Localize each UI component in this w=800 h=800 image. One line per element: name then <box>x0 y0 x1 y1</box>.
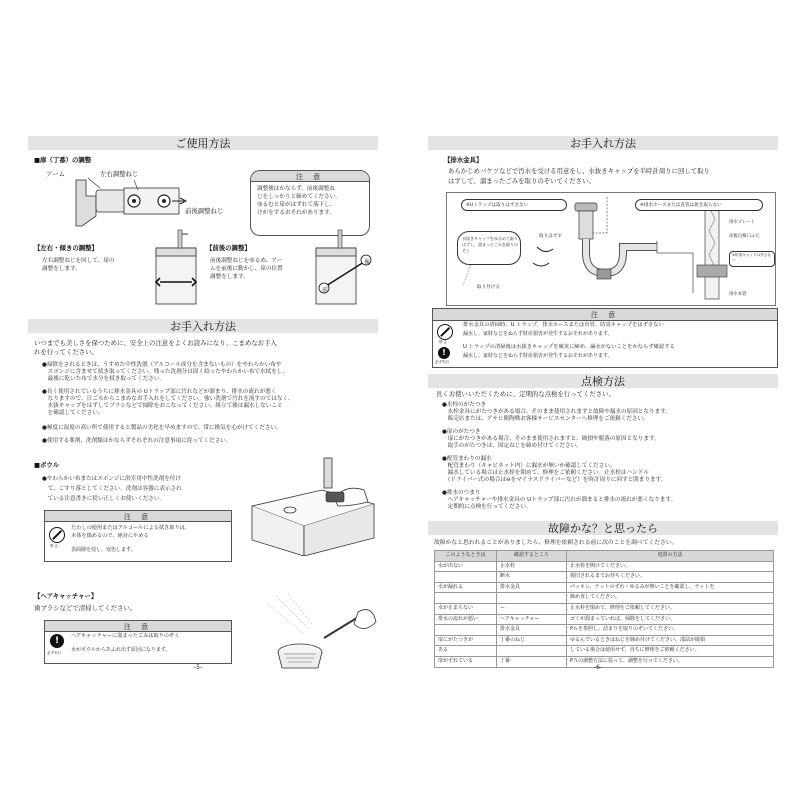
mandatory-label: 必ず実行 <box>435 360 449 364</box>
page-number: -6- <box>594 664 603 671</box>
section-header-care <box>428 136 778 150</box>
caution-line: 水がボウルからあふれ出す原因になります。 <box>71 647 171 653</box>
bullet-line: スポンジに含ませて拭き取ってください。残った洗剤分は固く絞ったやわらかい布で水拭をし、 <box>42 369 288 375</box>
table-row: 水が出ない 止水栓 止水栓を開けてください。 <box>435 561 774 572</box>
mandatory-icon: ! <box>438 347 450 359</box>
lr-adjust-line: 左右調整ねじを回して、扉の <box>42 258 115 264</box>
bullet-line: ●使用する薬剤、洗剤類はかならずそれぞれの注意事項に従ってください。 <box>42 438 232 444</box>
inspect-line: ●配管まわりの漏水 <box>442 456 492 462</box>
caution-title: 注 意 <box>590 311 620 319</box>
prohibited-label: 禁 止 <box>439 340 448 344</box>
intro-line: れを行ってください。 <box>34 348 98 356</box>
caution-title: 注 意 <box>123 513 153 521</box>
bullet-line: 水抜キャップをはずしてブラシなどで掃除をおこなってください。組立て後は漏水しないこと <box>42 403 283 409</box>
inspect-line: ●扉のがたつき <box>442 429 481 435</box>
bowl-line: ている注意書きに従い正しくお使いください。 <box>42 496 166 502</box>
table-row: 扉がずれている 丁番 P５の調整方法に従って、調整を行ってください。 <box>435 656 774 667</box>
bullet-line: ●掃除をされるときは、うすめた中性洗剤（アルコール成分を含まないもの）をやわらかい布や <box>42 362 282 368</box>
section-header-usage <box>28 136 378 150</box>
table-row: ある している場合は使用せず、直ちに修理をご依頼ください。 <box>435 646 774 657</box>
bullet-line: ●長く使用されているうちに排水金具の Uトラップ部に汚れなどが溜まり、排水の流れが悪く <box>42 389 277 395</box>
troubleshoot-table <box>434 550 774 668</box>
cabinet-fb-illustration <box>306 226 378 306</box>
callout-utrap: ※Uトラップは取りはずさない <box>461 199 567 211</box>
inspect-line: 販売店または、アサヒ衛陶株お客様サービスセンターへ修理をご依頼ください。 <box>442 416 649 422</box>
fb-adjust-line: ムを前後に動かし、扉の位置 <box>210 266 283 272</box>
label-floor-cover: 床板点検口ふた <box>729 234 760 239</box>
bullet-line: ●極度に湿度の高い所で使用すると製品の劣化を早めますので、常に換気を心がけてください。 <box>42 425 282 431</box>
section-header-inspection <box>428 374 778 388</box>
mandatory-label: 必ず実行 <box>47 651 61 655</box>
section-header-troubleshoot <box>428 521 778 535</box>
bowl-line: て、こすり落としてください。洗剤は容器に表示され <box>42 486 182 492</box>
caution-box-bowl <box>44 510 232 562</box>
prohibited-icon <box>437 324 453 340</box>
section-title: お手入れ方法 <box>170 320 236 333</box>
caution-line: ヘアキャッチャーに溜まったごみは取りのぞく <box>71 633 180 639</box>
inspect-line: 配管まわり（キャビネット内）に漏水が無いか確認してください。 <box>442 463 616 469</box>
page-number: -5- <box>194 664 203 671</box>
bowl-heading: ■ボウル <box>34 461 60 469</box>
inspect-intro: 長くお使いいただくために、定期的な点検を行ってください。 <box>436 390 615 398</box>
caution-box-drain <box>432 308 778 368</box>
label-drain-pipe: 排水本管 <box>729 292 747 297</box>
hair-catcher-text: 歯ブラシなどで清掃してください。 <box>34 604 137 612</box>
caution-line: 排水金具の清掃時、U トラップ、排水ホースまたは直管、防臭キャップをはずさない <box>463 322 664 328</box>
caution-line: 漏水し、家財などをぬらす財産損害が発生するおそれがあります。 <box>463 353 613 359</box>
caution-title: 注 意 <box>123 623 153 631</box>
right-page <box>428 136 778 676</box>
left-page <box>28 136 378 676</box>
table-header-row <box>435 551 774 562</box>
table-row: 排水の流れが悪い ヘアキャッチャー ゴミが溜まっていれば、掃除をしてください。 <box>435 614 774 625</box>
section-title: 故障かな？と思ったら <box>548 522 658 535</box>
door-heading: ■扉（丁番）の調整 <box>34 156 92 164</box>
caution-header <box>45 621 231 632</box>
section-title: お手入れ方法 <box>570 137 636 150</box>
label-lr-screw: 左右調整ねじ <box>100 170 139 178</box>
label-arm: アーム <box>46 170 65 178</box>
drain-line: あらかじめバケツなどで汚水を受ける用意をし、水抜きキャップを半時計周りに回して取り <box>448 167 710 175</box>
section-title: ご使用方法 <box>175 137 231 150</box>
caution-line: 調整後はかならず、前後調整ね <box>257 186 335 192</box>
table-header: このようなときは <box>435 551 497 562</box>
table-row: 水が漏れる 排水金具 パッキン、ナットのずれ・ゆるみが無いことを確認し、ナットを <box>435 582 774 593</box>
callout-cap: 水抜きキャップをゆるめて取りはずし、溜まったごみを取りのぞく <box>457 231 521 265</box>
fb-adjust-title: 【前後の調整】 <box>206 244 251 252</box>
drain-diagram <box>446 192 776 306</box>
caution-line: 表面層を侵し、変色します。 <box>71 547 136 553</box>
caution-line: 漏水し、家財などをぬらす財産損害が発生するおそれがあります。 <box>463 331 613 337</box>
caution-header <box>251 171 369 182</box>
inspect-line: 扉にがたつきがある場合、そのまま使用されますと、破損や脱落の原因となります。 <box>442 436 660 442</box>
table-row: 扉にがたつきが 丁番のねじ ゆるんでいるときはねじを締め付けてください。部品が破損 <box>435 635 774 646</box>
caution-line: けがをするおそれがあります。 <box>257 210 335 216</box>
inspect-line: 漏水している場合は止水栓を閉めて、修理をご依頼ください。止水栓はハンドル <box>442 470 649 476</box>
section-title: 点検方法 <box>581 375 625 388</box>
fb-adjust-line: 前後調整ねじをゆるめ、アー <box>210 258 283 264</box>
hair-catcher-title: 【ヘアキャッチャー】 <box>34 592 98 600</box>
table-row: 断水 復旧されるまでお待ちください。 <box>435 572 774 583</box>
trouble-intro: 故障かなと思われることがありましたら、修理を依頼される前に次のことを調べてください。 <box>434 540 678 546</box>
lr-adjust-line: 調整をします。 <box>42 266 81 272</box>
label-back: 後 <box>364 259 371 266</box>
label-fb-screw: 前後調整ねじ <box>185 207 224 215</box>
caution-header <box>433 309 777 321</box>
callout-smell-cap: ※防臭キャップは外さない <box>729 251 775 267</box>
inspect-line: ヘアキャッチャーや排水金具の Uトラップ部に汚れが溜まると排水の流れが悪くなります。 <box>442 497 677 503</box>
drain-line: はずして、溜まったごみを取りのぞいてください。 <box>448 177 595 185</box>
inspect-line: 水栓金具にがたつきがある場合、そのまま使用されますと故障や漏水の原因となります。 <box>442 409 671 415</box>
bowl-cleaning-illustration <box>242 456 378 556</box>
hair-catcher-illustration <box>264 594 378 674</box>
bullet-line: なりますので、日ごろからこまめなお手入れをしてください。強い洗剤で汚れを流すのではなく、 <box>42 396 294 402</box>
caution-line: じをしっかりと締めてください。 <box>257 194 341 200</box>
callout-hose: ※排水ホースまたは直管は抜き取らない <box>635 199 763 211</box>
caution-line: ゆるむと扉がはずれて落下し、 <box>257 202 336 208</box>
caution-line: U トラップの清掃後は水抜きキャップを確実に締め、漏水がないことをかならず確認する <box>463 344 675 350</box>
inspect-line: ●排水のつまり <box>442 490 481 496</box>
prohibited-icon <box>49 527 65 543</box>
table-header: 処置の方法 <box>567 551 774 562</box>
label-front: 前 <box>322 287 329 294</box>
table-row: 水が止まらない ー 止水栓を閉めて、修理をご依頼してください。 <box>435 603 774 614</box>
label-attach: 取り付ける <box>477 285 500 290</box>
hinge-illustration <box>68 176 198 232</box>
bullet-line: を確認してください。 <box>42 410 104 416</box>
caution-line: 本体を傷めるので、絶対にやめる <box>71 533 149 539</box>
label-drain-plate: 排水プレート <box>729 220 756 225</box>
section-header-care <box>28 319 378 333</box>
inspect-line: ●水栓のがたつき <box>442 402 487 408</box>
cabinet-lr-illustration <box>146 226 216 306</box>
mandatory-icon: ! <box>50 634 64 648</box>
inspect-line: 定期的に点検を行ってください。 <box>442 504 532 510</box>
intro-line: いつまでも美しさを保つために、安全上の注意をよくお読みになり、こまめなお手入 <box>34 339 277 347</box>
caution-box-hair <box>44 620 232 664</box>
bullet-line: 最後に乾いた布で水分を拭き取ってください。 <box>42 376 166 382</box>
fb-adjust-line: 調整をします。 <box>210 274 249 280</box>
caution-title: 注 意 <box>295 173 325 181</box>
table-row: 排水金具 P６を参照し、詰まりを取りのぞいてください。 <box>435 625 774 636</box>
inspect-line: 取手のがたつきは、固定ねじを締め付けてください。 <box>442 443 582 449</box>
bowl-line: ●やわらかい布またはスポンジに浴室用中性洗剤を付け <box>42 476 181 482</box>
label-remove: 取りはずす <box>539 234 562 239</box>
lr-adjust-title: 【左右・傾きの調整】 <box>34 244 98 252</box>
caution-header <box>45 511 231 522</box>
caution-line: たわしの使用またはアルコールによる拭き取りは、 <box>71 525 191 531</box>
prohibited-label: 禁 止 <box>50 544 59 548</box>
inspect-line: （ドライバー式の場合は⊖をマイナスドライバーなど）を時計周りに回すと閉まります。 <box>442 477 667 483</box>
drain-title: 【排水金具】 <box>444 156 483 164</box>
table-row: 締め直してください。 <box>435 593 774 604</box>
table-header: 確認するところ <box>497 551 567 562</box>
